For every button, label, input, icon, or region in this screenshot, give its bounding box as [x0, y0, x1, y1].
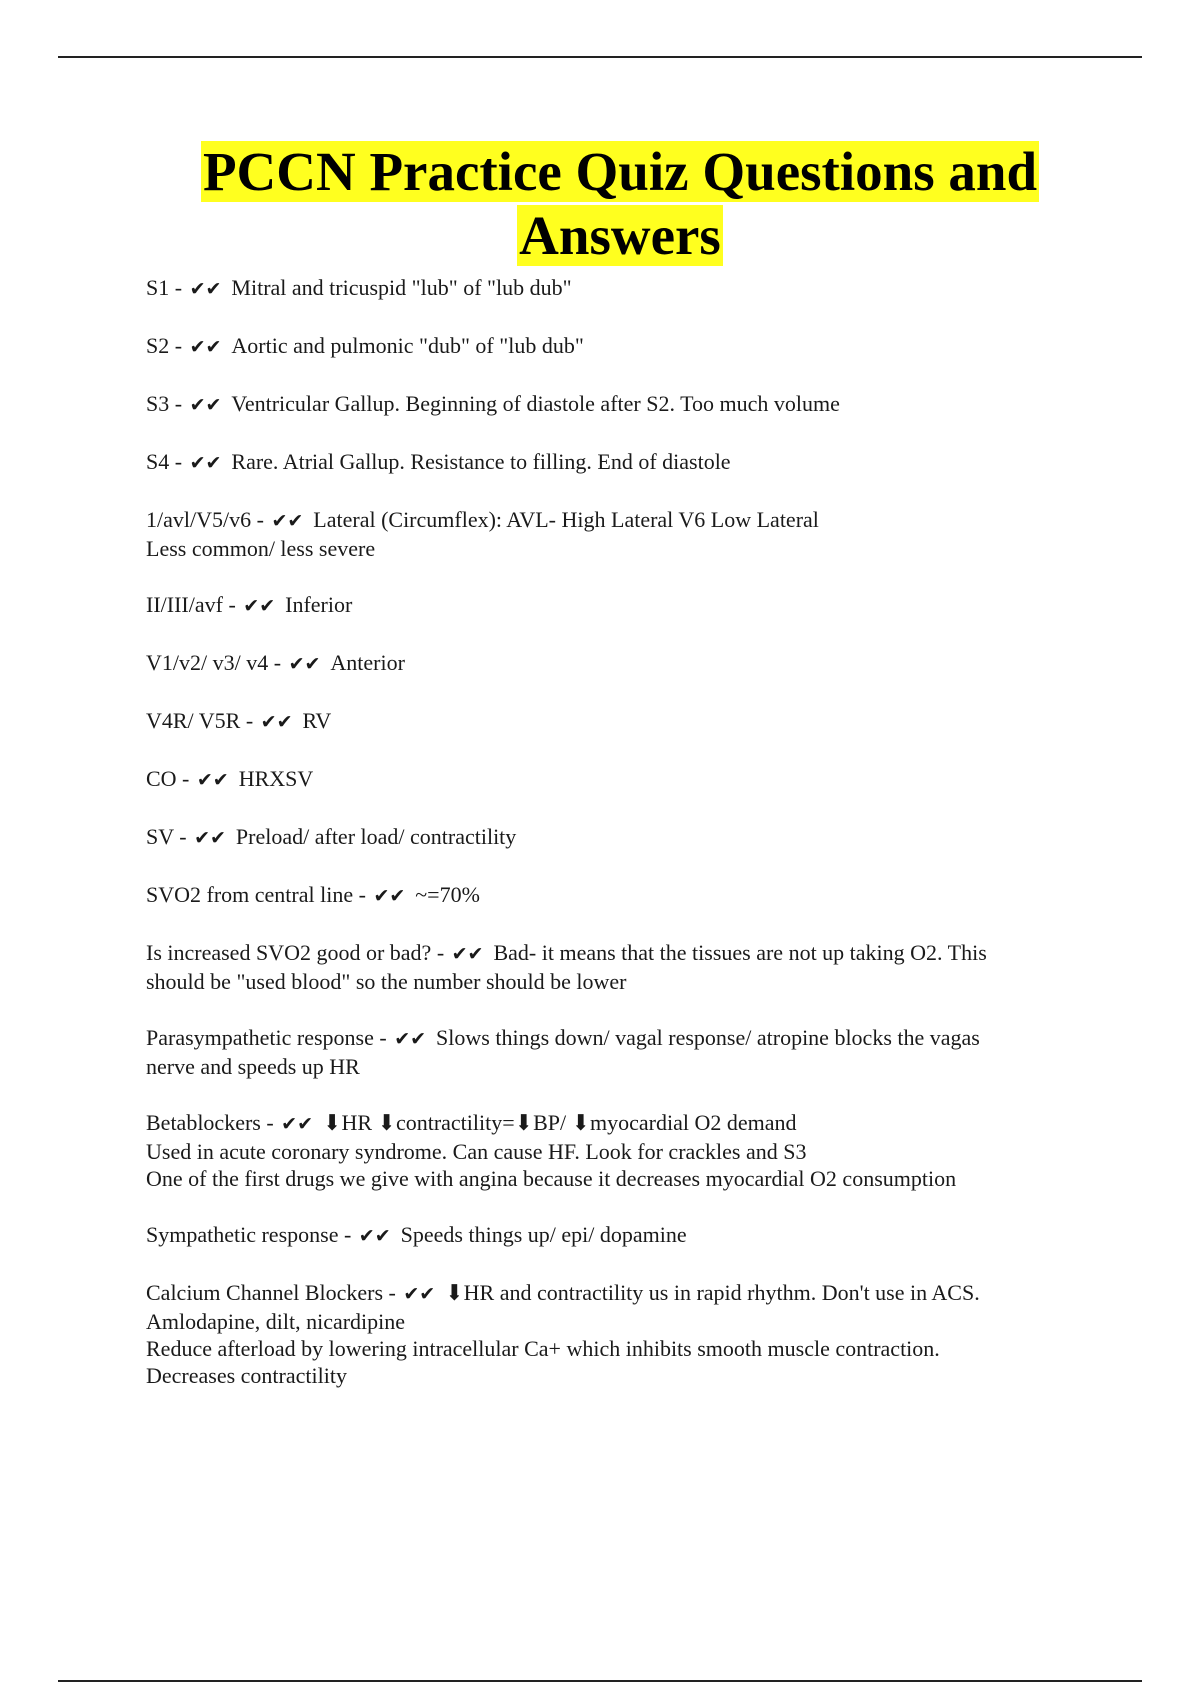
entry-line	[146, 707, 1106, 736]
check-mark-icon: ✔✔	[451, 943, 484, 965]
entry-answer-text: HRXSV	[238, 766, 314, 791]
entry-line	[146, 448, 1106, 477]
qa-entry	[146, 274, 1106, 303]
entry-line	[146, 1308, 1106, 1335]
entry-line	[146, 1024, 1106, 1053]
entry-answer-text: ~=70%	[415, 882, 480, 907]
check-mark-icon: ✔✔	[403, 1283, 436, 1305]
entry-line	[146, 649, 1106, 678]
entry-answer-text: Amlodapine, dilt, nicardipine	[146, 1309, 406, 1334]
qa-entry	[146, 332, 1106, 361]
entry-line	[146, 1335, 1106, 1362]
check-mark-icon: ✔✔	[271, 510, 304, 532]
entry-line	[146, 1053, 1106, 1080]
entry-term: S4 -	[146, 449, 188, 474]
title-line-2: Answers	[519, 205, 721, 266]
entry-term: Calcium Channel Blockers -	[146, 1280, 402, 1305]
check-mark-icon: ✔✔	[260, 711, 293, 733]
entry-term: Betablockers -	[146, 1110, 280, 1135]
check-mark-icon: ✔✔	[288, 653, 321, 675]
entry-answer-text: Inferior	[285, 592, 353, 617]
entry-answer-text: should be "used blood" so the number should be lower	[146, 969, 627, 994]
entry-answer-text: Mitral and tricuspid "lub" of "lub dub"	[231, 275, 572, 300]
entry-term: V4R/ V5R -	[146, 708, 259, 733]
entry-answer-text: Ventricular Gallup. Beginning of diastole after S2. Too much volume	[231, 391, 840, 416]
entry-term: II/III/avf -	[146, 592, 242, 617]
entry-line	[146, 968, 1106, 995]
check-mark-icon: ✔✔	[243, 595, 276, 617]
entry-line	[146, 332, 1106, 361]
entry-term: Parasympathetic response -	[146, 1025, 393, 1050]
qa-entry	[146, 765, 1106, 794]
entry-answer-text: Reduce afterload by lowering intracellular Ca+ which inhibits smooth muscle contraction.	[146, 1336, 940, 1361]
check-mark-icon: ✔✔	[373, 885, 406, 907]
entry-line	[146, 535, 1106, 562]
check-mark-icon: ✔✔	[281, 1113, 314, 1135]
entry-answer-text: One of the first drugs we give with angina because it decreases myocardial O2 consumption	[146, 1166, 957, 1191]
check-mark-icon: ✔✔	[194, 827, 226, 849]
entry-line	[146, 881, 1106, 910]
entry-answer-text: Less common/ less severe	[146, 536, 376, 561]
entry-line	[146, 1279, 1106, 1308]
qa-entry	[146, 448, 1106, 477]
entry-answer-text: ⬇HR and contractility us in rapid rhythm. Don't use in ACS.	[445, 1280, 980, 1305]
check-mark-icon: ✔✔	[189, 452, 222, 474]
entry-answer-text: Rare. Atrial Gallup. Resistance to filling. End of diastole	[231, 449, 731, 474]
entry-line	[146, 1109, 1106, 1138]
entry-answer-text: Speeds things up/ epi/ dopamine	[400, 1222, 687, 1247]
entry-term: CO -	[146, 766, 195, 791]
entry-term: V1/v2/ v3/ v4 -	[146, 650, 287, 675]
entry-answer-text: Used in acute coronary syndrome. Can cause HF. Look for crackles and S3	[146, 1139, 807, 1164]
qa-entry	[146, 390, 1106, 419]
check-mark-icon: ✔✔	[189, 336, 222, 358]
entry-answer-text: Preload/ after load/ contractility	[235, 824, 517, 849]
qa-entry	[146, 707, 1106, 736]
entry-answer-text: Bad- it means that the tissues are not up taking O2. This	[493, 940, 987, 965]
entry-term: SVO2 from central line -	[146, 882, 372, 907]
qa-entry	[146, 1024, 1106, 1080]
entry-term: S3 -	[146, 391, 188, 416]
qa-entry	[146, 1221, 1106, 1250]
entry-term: S2 -	[146, 333, 188, 358]
qa-entry	[146, 649, 1106, 678]
title-line-1: PCCN Practice Quiz Questions and	[202, 141, 1038, 202]
page-title	[90, 140, 1150, 268]
qa-entry	[146, 1109, 1106, 1192]
entry-line	[146, 1362, 1106, 1389]
entry-line	[146, 939, 1106, 968]
check-mark-icon: ✔✔	[189, 278, 222, 300]
qa-entry	[146, 1279, 1106, 1389]
bottom-divider	[58, 1680, 1142, 1682]
entry-answer-text: ⬇HR ⬇contractility=⬇BP/ ⬇myocardial O2 demand	[323, 1110, 797, 1135]
entry-line	[146, 591, 1106, 620]
check-mark-icon: ✔✔	[196, 769, 229, 791]
entry-line	[146, 506, 1106, 535]
qa-list	[146, 274, 1106, 1418]
entry-answer-text: Lateral (Circumflex): AVL- High Lateral V6 Low Lateral	[313, 507, 819, 532]
entry-term: SV -	[146, 824, 193, 849]
entry-line	[146, 765, 1106, 794]
qa-entry	[146, 939, 1106, 995]
entry-line	[146, 274, 1106, 303]
entry-answer-text: RV	[302, 708, 332, 733]
entry-term: Sympathetic response -	[146, 1222, 357, 1247]
entry-answer-text: nerve and speeds up HR	[146, 1054, 360, 1079]
top-divider	[58, 56, 1142, 58]
entry-answer-text: Slows things down/ vagal response/ atropine blocks the vagas	[436, 1025, 980, 1050]
entry-line	[146, 1138, 1106, 1165]
entry-line	[146, 1221, 1106, 1250]
entry-term: S1 -	[146, 275, 188, 300]
entry-answer-text: Decreases contractility	[146, 1363, 347, 1388]
qa-entry	[146, 881, 1106, 910]
entry-term: Is increased SVO2 good or bad? -	[146, 940, 450, 965]
entry-answer-text: Anterior	[330, 650, 405, 675]
check-mark-icon: ✔✔	[358, 1225, 391, 1247]
qa-entry	[146, 506, 1106, 562]
entry-line	[146, 823, 1106, 852]
check-mark-icon: ✔✔	[394, 1028, 427, 1050]
entry-line	[146, 1165, 1106, 1192]
entry-term: 1/avl/V5/v6 -	[146, 507, 270, 532]
entry-line	[146, 390, 1106, 419]
qa-entry	[146, 591, 1106, 620]
entry-answer-text: Aortic and pulmonic "dub" of "lub dub"	[231, 333, 584, 358]
qa-entry	[146, 823, 1106, 852]
check-mark-icon: ✔✔	[189, 394, 222, 416]
